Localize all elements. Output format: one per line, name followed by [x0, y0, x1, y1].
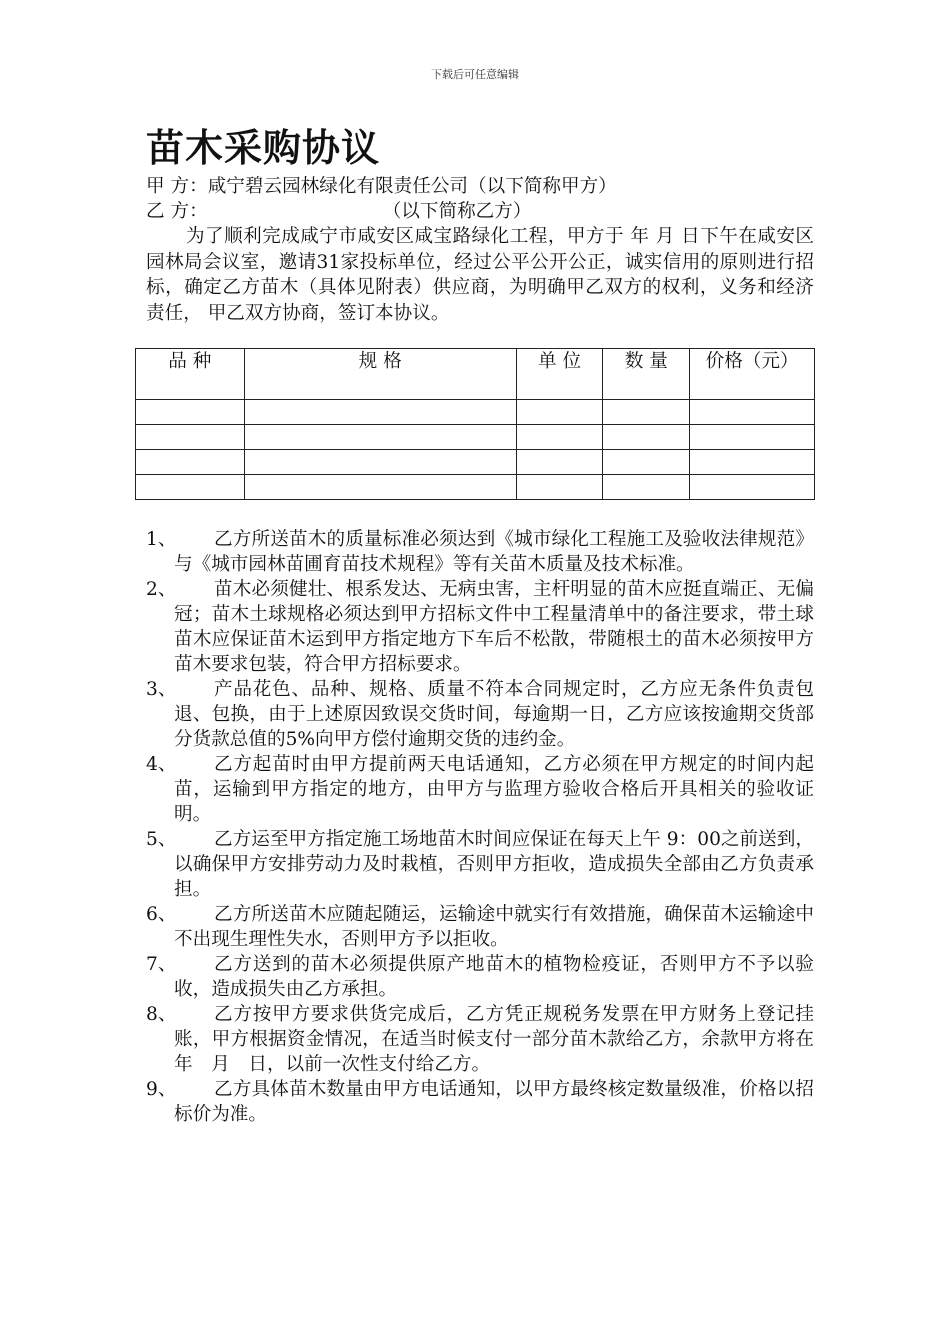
table-cell — [136, 425, 245, 450]
party-a-label: 甲 方： — [146, 176, 208, 197]
table-row — [136, 425, 815, 450]
clause-item — [146, 527, 814, 577]
clause-text: 乙方所送苗木的质量标准必须达到《城市绿化工程施工及验收法律规范》与《城市园林苗圃育苗技术规程》等有关苗木质量及技术标准。 — [174, 529, 814, 575]
table-cell — [244, 425, 516, 450]
clause-item — [146, 1077, 814, 1127]
clause-item — [146, 752, 814, 827]
header-price: 价格（元） — [690, 349, 815, 400]
clause-number: 8、 — [146, 1004, 177, 1025]
clause-text: 乙方具体苗木数量由甲方电话通知，以甲方最终核定数量级准，价格以招标价为准。 — [174, 1079, 814, 1125]
clause-text: 苗木必须健壮、根系发达、无病虫害，主杆明显的苗木应挺直端正、无偏冠；苗木土球规格必须达到甲方招标文件中工程量清单中的备注要求，带土球苗木应保证苗木运到甲方指定地方下车后不松散，带随根土的苗木必须按甲方苗木要求包装，符合甲方招标要求。 — [174, 579, 814, 675]
header-variety: 品 种 — [136, 349, 245, 400]
table-cell — [244, 450, 516, 475]
table-row — [136, 475, 815, 500]
table-cell — [516, 400, 603, 425]
party-b-line — [146, 199, 814, 225]
document-title: 苗木采购协议 — [146, 125, 381, 170]
clause-item — [146, 1002, 833, 1077]
clause-item — [146, 952, 814, 1002]
header-quantity: 数 量 — [603, 349, 690, 400]
clause-text: 乙方送到的苗木必须提供原产地苗木的植物检疫证，否则甲方不予以验收，造成损失由乙方承担。 — [174, 954, 814, 1000]
table-row — [136, 450, 815, 475]
party-b-label: 乙 方： — [146, 201, 208, 222]
clause-number: 9、 — [146, 1079, 177, 1100]
goods-table — [135, 348, 815, 500]
party-b-value: （以下简称乙方） — [382, 201, 532, 222]
clause-number: 4、 — [146, 754, 177, 775]
table-cell — [136, 450, 245, 475]
table-cell — [603, 450, 690, 475]
table-cell — [516, 425, 603, 450]
clause-number: 2、 — [146, 579, 177, 600]
party-a-value: 咸宁碧云园林绿化有限责任公司（以下简称甲方） — [207, 176, 617, 197]
table-cell — [244, 400, 516, 425]
clause-number: 5、 — [146, 829, 177, 850]
clause-list — [146, 527, 833, 1127]
header-unit: 单 位 — [516, 349, 603, 400]
header-note: 下载后可任意编辑 — [431, 68, 519, 81]
table-cell — [603, 425, 690, 450]
clause-item — [146, 677, 814, 752]
table-row — [136, 400, 815, 425]
clause-text: 乙方按甲方要求供货完成后，乙方凭正规税务发票在甲方财务上登记挂账，甲方根据资金情况，在适当时候支付一部分苗木款给乙方，余款甲方将在 年 月 日，以前一次性支付给乙方。 — [174, 1004, 833, 1075]
table-cell — [690, 400, 815, 425]
table-header-row — [136, 349, 815, 400]
table-cell — [136, 475, 245, 500]
clause-item — [146, 827, 814, 902]
clause-number: 1、 — [146, 529, 177, 550]
intro-paragraph: 为了顺利完成咸宁市咸安区咸宝路绿化工程，甲方于 年 月 日下午在咸安区园林局会议室，邀请31家投标单位，经过公平公开公正，诚实信用的原则进行招标，确定乙方苗木（具体见附表）供应商，为明确甲乙双方的权利，义务和经济责任， 甲乙双方协商，签订本协议。 — [146, 226, 814, 324]
table-cell — [516, 475, 603, 500]
clause-number: 6、 — [146, 904, 177, 925]
table-cell — [603, 475, 690, 500]
table-cell — [690, 475, 815, 500]
clause-text: 乙方起苗时由甲方提前两天电话通知，乙方必须在甲方规定的时间内起苗，运输到甲方指定的地方，由甲方与监理方验收合格后开具相关的验收证明。 — [174, 754, 814, 825]
clause-text: 产品花色、品种、规格、质量不符本合同规定时，乙方应无条件负责包退、包换，由于上述原因致误交货时间，每逾期一日，乙方应该按逾期交货部分货款总值的5%向甲方偿付逾期交货的违约金。 — [174, 679, 814, 750]
clause-number: 7、 — [146, 954, 177, 975]
table-cell — [603, 400, 690, 425]
header-spec: 规 格 — [244, 349, 516, 400]
clause-item — [146, 577, 814, 677]
table-cell — [690, 425, 815, 450]
table-cell — [516, 450, 603, 475]
clause-text: 乙方所送苗木应随起随运，运输途中就实行有效措施，确保苗木运输途中不出现生理性失水，否则甲方予以拒收。 — [174, 904, 814, 950]
table-cell — [136, 400, 245, 425]
party-a-line — [146, 174, 814, 200]
table-cell — [244, 475, 516, 500]
table-cell — [690, 450, 815, 475]
clause-text: 乙方运至甲方指定施工场地苗木时间应保证在每天上午 9：00之前送到，以确保甲方安排劳动力及时栽植，否则甲方拒收，造成损失全部由乙方负责承担。 — [174, 829, 814, 900]
clause-item — [146, 902, 814, 952]
clause-number: 3、 — [146, 679, 177, 700]
